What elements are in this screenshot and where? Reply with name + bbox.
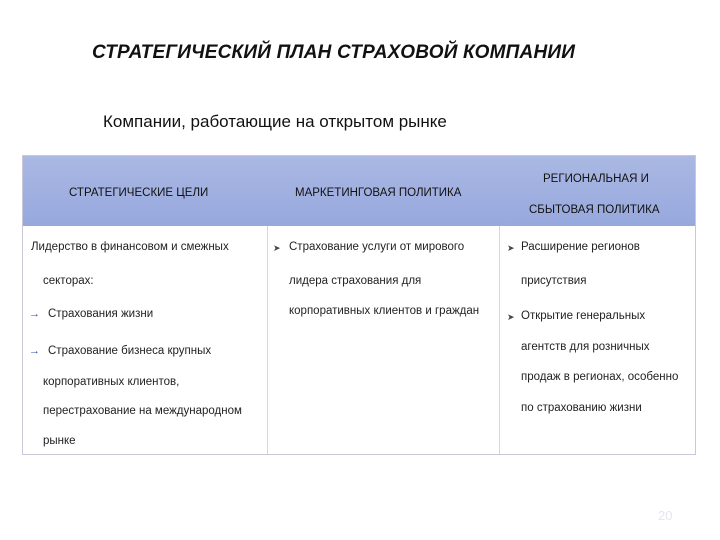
table-header [23,156,695,226]
col1-text: секторах: [43,275,94,287]
header-regional-line1: РЕГИОНАЛЬНАЯ И [543,173,649,185]
header-marketing-policy: МАРКЕТИНГОВАЯ ПОЛИТИКА [295,187,462,199]
page-title: СТРАТЕГИЧЕСКИЙ ПЛАН СТРАХОВОЙ КОМПАНИИ [92,42,576,63]
col3-text: по страхованию жизни [521,402,642,414]
header-strategic-goals: СТРАТЕГИЧЕСКИЕ ЦЕЛИ [69,187,209,199]
chevron-right-icon: ➤ [273,243,281,253]
col1-bullet: Страхование бизнеса крупных [48,345,212,357]
strategy-table [22,155,696,455]
col2-text: лидера страхования для [289,275,422,287]
column-divider [267,226,268,454]
header-regional-line2: СБЫТОВАЯ ПОЛИТИКА [529,204,660,216]
col2-text: Страхование услуги от мирового [289,241,465,253]
col1-bullet: Страхования жизни [48,308,154,320]
column-divider [499,226,500,454]
col1-text: рынке [43,435,76,447]
chevron-right-icon: ➤ [507,243,515,253]
col3-text: агентств для розничных [521,341,650,353]
col3-text: присутствия [521,275,587,287]
col1-text: перестрахование на международном [43,405,242,417]
arrow-right-icon: → [29,308,40,320]
col3-text: Расширение регионов [521,241,640,253]
col1-text: корпоративных клиентов, [43,376,180,388]
col1-text: Лидерство в финансовом и смежных [31,241,229,253]
page-subtitle: Компании, работающие на открытом рынке [103,112,447,131]
page-number: 20 [658,508,673,523]
col3-text: продаж в регионах, особенно [521,371,679,383]
arrow-right-icon: → [29,345,40,357]
chevron-right-icon: ➤ [507,312,515,322]
col2-text: корпоративных клиентов и граждан [289,305,480,317]
col3-text: Открытие генеральных [521,310,646,322]
